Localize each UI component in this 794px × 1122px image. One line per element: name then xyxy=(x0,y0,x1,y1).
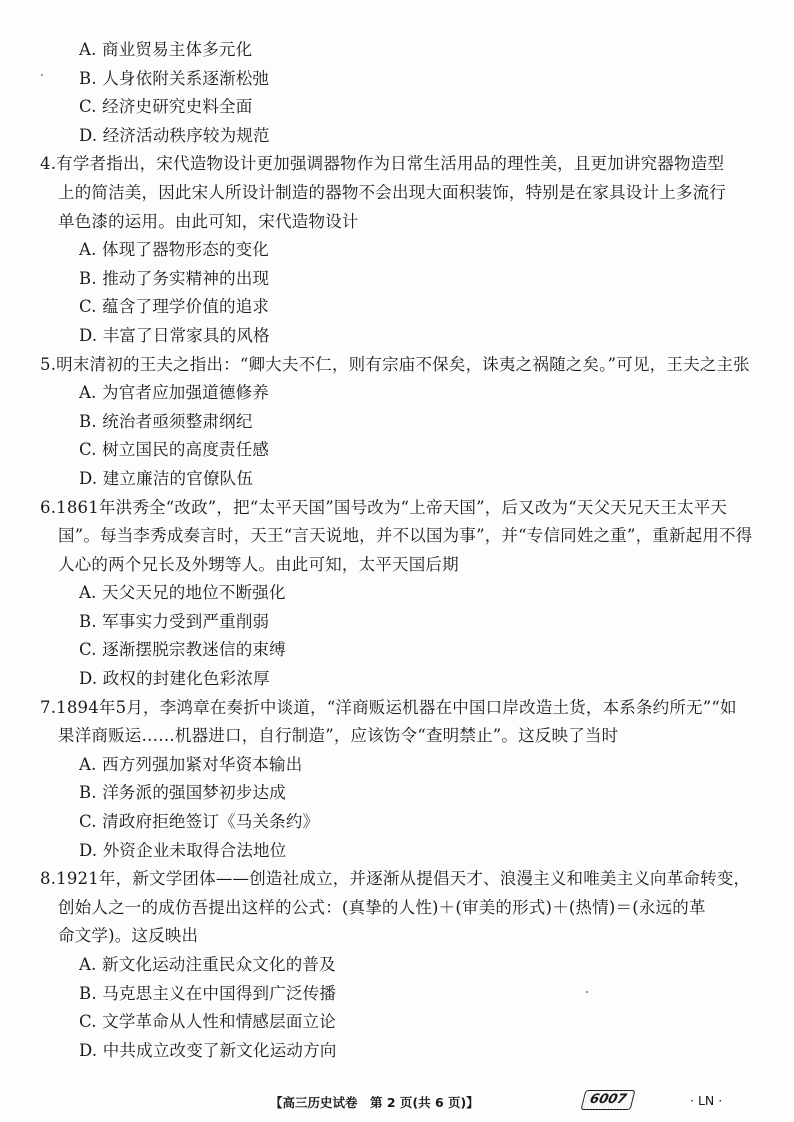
answer-option: A. 天父天兄的地位不断强化 xyxy=(79,583,286,603)
question-content xyxy=(40,36,758,1065)
question-stem-line: 单色漆的运用。由此可知，宋代造物设计 xyxy=(58,211,359,231)
answer-option: C. 树立国民的高度责任感 xyxy=(79,440,270,460)
question-stem-line: 命文学)。这反映出 xyxy=(58,926,199,946)
answer-option: C. 经济史研究史料全面 xyxy=(79,97,253,117)
answer-option: A. 为官者应加强道德修养 xyxy=(79,383,270,403)
question-stem-line: 创始人之一的成仿吾提出这样的公式：(真挚的人性)＋(审美的形式)＋(热情)＝(永远的革 xyxy=(58,897,706,917)
answer-option: A. 新文化运动注重民众文化的普及 xyxy=(79,955,336,974)
answer-option: B. 人身依附关系逐渐松弛 xyxy=(79,68,270,88)
answer-option: B. 洋务派的强国梦初步达成 xyxy=(79,783,286,803)
question-stem-line: 4.有学者指出，宋代造物设计更加强调器物作为日常生活用品的理性美，且更加讲究器物造型 xyxy=(40,154,725,174)
answer-option: A. 体现了器物形态的变化 xyxy=(79,240,270,260)
question-stem-line: 人心的两个兄长及外甥等人。由此可知，太平天国后期 xyxy=(58,554,459,574)
question-stem-line: 国”。每当李秀成奏言时，天王“言天说地，并不以国为事”，并“专信同姓之重”，重新起用不得 xyxy=(58,526,753,546)
answer-option: A. 西方列强加紧对华资本输出 xyxy=(79,754,303,774)
footer-page-info: 【高三历史试卷 第 2 页(共 6 页)】 xyxy=(270,1095,479,1110)
footer-region-mark: · LN · xyxy=(690,1093,723,1108)
answer-option: D. 建立廉洁的官僚队伍 xyxy=(79,468,254,488)
answer-option: D. 经济活动秩序较为规范 xyxy=(79,125,270,145)
answer-option: B. 军事实力受到严重削弱 xyxy=(79,611,270,631)
answer-option: D. 外资企业未取得合法地位 xyxy=(79,840,287,860)
question-stem-line: 5.明末清初的王夫之指出：“卿大夫不仁，则有宗庙不保矣，诛夷之祸随之矣。”可见，王夫之主张 xyxy=(40,354,750,374)
question-stem-line: 果洋商贩运……机器进口，自行制造”，应该饬令“查明禁止”。这反映了当时 xyxy=(58,726,619,746)
page-footer xyxy=(0,1093,794,1113)
answer-option: A. 商业贸易主体多元化 xyxy=(79,40,253,59)
footer-exam-code: 6007 xyxy=(581,1090,636,1110)
answer-option: C. 文学革命从人性和情感层面立论 xyxy=(79,1012,336,1032)
answer-option: C. 清政府拒绝签订《马关条约》 xyxy=(79,812,320,832)
question-stem-line: 6.1861年洪秀全“改政”，把“太平天国”国号改为“上帝天国”，后又改为“天父天兄天王太平天 xyxy=(40,497,728,517)
question-stem-line: 上的简洁美，因此宋人所设计制造的器物不会出现大面积装饰，特别是在家具设计上多流行 xyxy=(58,182,726,202)
answer-option: B. 马克思主义在中国得到广泛传播 xyxy=(79,983,337,1003)
answer-option: D. 丰富了日常家具的风格 xyxy=(79,325,270,345)
answer-option: B. 统治者亟须整肃纲纪 xyxy=(79,411,253,431)
answer-option: C. 蕴含了理学价值的追求 xyxy=(79,297,270,317)
answer-option: B. 推动了务实精神的出现 xyxy=(79,268,270,288)
question-stem-line: 7.1894年5月，李鸿章在奏折中谈道，“洋商贩运机器在中国口岸改造土货，本系条约所无”“如 xyxy=(40,697,737,717)
answer-option: D. 中共成立改变了新文化运动方向 xyxy=(79,1040,337,1060)
answer-option: D. 政权的封建化色彩浓厚 xyxy=(79,669,270,689)
question-stem-line: 8.1921年，新文学团体——创造社成立，并逐渐从提倡天才、浪漫主义和唯美主义向革命转变， xyxy=(40,869,751,889)
answer-option: C. 逐渐摆脱宗教迷信的束缚 xyxy=(79,640,286,660)
